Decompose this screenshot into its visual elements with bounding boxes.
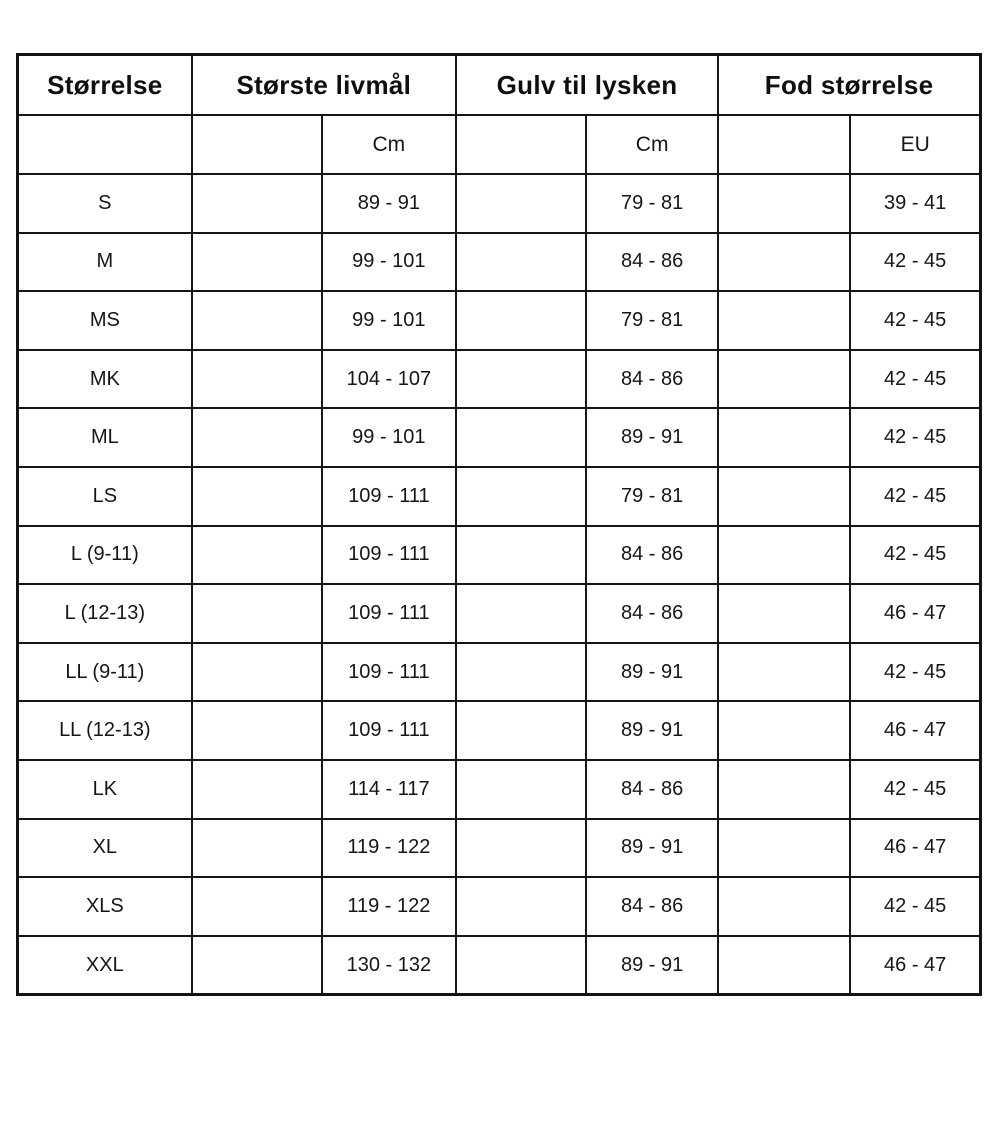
size-chart-table [16,53,982,996]
spacer-cell [718,819,850,878]
spacer-cell [456,291,586,350]
table-row [18,467,981,526]
size-cell: LL (12-13) [18,701,192,760]
spacer-cell [192,643,322,702]
lysken-cell: 84 - 86 [586,584,718,643]
livmaal-cell: 109 - 111 [322,584,456,643]
fod-cell: 42 - 45 [850,291,980,350]
unit-cell-lysken: Cm [586,115,718,174]
spacer-cell [718,350,850,409]
spacer-cell [718,701,850,760]
table-body [18,174,981,995]
lysken-cell: 84 - 86 [586,526,718,585]
spacer-cell [192,701,322,760]
table-row [18,291,981,350]
lysken-cell: 79 - 81 [586,291,718,350]
spacer-cell [192,291,322,350]
spacer-cell [192,819,322,878]
column-header-fod: Fod størrelse [718,55,980,116]
livmaal-cell: 114 - 117 [322,760,456,819]
lysken-cell: 89 - 91 [586,643,718,702]
fod-cell: 42 - 45 [850,526,980,585]
header-row [18,55,981,116]
lysken-cell: 79 - 81 [586,174,718,233]
livmaal-cell: 99 - 101 [322,233,456,292]
lysken-cell: 89 - 91 [586,936,718,995]
table-row [18,760,981,819]
lysken-cell: 84 - 86 [586,877,718,936]
spacer-cell [192,174,322,233]
lysken-cell: 84 - 86 [586,233,718,292]
spacer-cell [192,526,322,585]
spacer-cell [456,115,586,174]
spacer-cell [718,408,850,467]
spacer-cell [718,467,850,526]
table-row [18,936,981,995]
size-cell: S [18,174,192,233]
livmaal-cell: 119 - 122 [322,877,456,936]
livmaal-cell: 109 - 111 [322,467,456,526]
spacer-cell [718,584,850,643]
spacer-cell [456,526,586,585]
spacer-cell [456,350,586,409]
spacer-cell [456,467,586,526]
size-cell: LL (9-11) [18,643,192,702]
livmaal-cell: 109 - 111 [322,526,456,585]
spacer-cell [192,115,322,174]
unit-cell-fod: EU [850,115,980,174]
lysken-cell: 89 - 91 [586,819,718,878]
livmaal-cell: 89 - 91 [322,174,456,233]
size-cell: M [18,233,192,292]
livmaal-cell: 130 - 132 [322,936,456,995]
fod-cell: 42 - 45 [850,408,980,467]
fod-cell: 46 - 47 [850,701,980,760]
spacer-cell [192,467,322,526]
lysken-cell: 84 - 86 [586,760,718,819]
size-cell: XLS [18,877,192,936]
spacer-cell [192,408,322,467]
fod-cell: 42 - 45 [850,350,980,409]
spacer-cell [192,936,322,995]
size-cell: XL [18,819,192,878]
units-row [18,115,981,174]
spacer-cell [456,584,586,643]
spacer-cell [718,174,850,233]
livmaal-cell: 99 - 101 [322,291,456,350]
spacer-cell [456,233,586,292]
lysken-cell: 89 - 91 [586,701,718,760]
spacer-cell [192,233,322,292]
table-row [18,701,981,760]
column-header-livmaal: Største livmål [192,55,456,116]
livmaal-cell: 109 - 111 [322,701,456,760]
size-cell: LK [18,760,192,819]
fod-cell: 42 - 45 [850,233,980,292]
size-cell: L (9-11) [18,526,192,585]
fod-cell: 42 - 45 [850,760,980,819]
size-cell: LS [18,467,192,526]
livmaal-cell: 109 - 111 [322,643,456,702]
livmaal-cell: 99 - 101 [322,408,456,467]
table-row [18,877,981,936]
table-row [18,350,981,409]
spacer-cell [456,408,586,467]
size-chart [16,53,982,996]
lysken-cell: 84 - 86 [586,350,718,409]
fod-cell: 42 - 45 [850,877,980,936]
spacer-cell [718,936,850,995]
spacer-cell [718,233,850,292]
spacer-cell [192,350,322,409]
spacer-cell [718,291,850,350]
table-row [18,174,981,233]
spacer-cell [456,877,586,936]
table-row [18,233,981,292]
spacer-cell [192,760,322,819]
table-row [18,643,981,702]
lysken-cell: 89 - 91 [586,408,718,467]
fod-cell: 46 - 47 [850,936,980,995]
size-cell: MK [18,350,192,409]
fod-cell: 46 - 47 [850,584,980,643]
spacer-cell [456,174,586,233]
livmaal-cell: 104 - 107 [322,350,456,409]
table-row [18,819,981,878]
fod-cell: 42 - 45 [850,467,980,526]
table-row [18,526,981,585]
spacer-cell [718,526,850,585]
spacer-cell [192,877,322,936]
unit-cell-livmaal: Cm [322,115,456,174]
fod-cell: 39 - 41 [850,174,980,233]
livmaal-cell: 119 - 122 [322,819,456,878]
size-cell: MS [18,291,192,350]
table-row [18,584,981,643]
spacer-cell [718,877,850,936]
spacer-cell [456,701,586,760]
column-header-lysken: Gulv til lysken [456,55,718,116]
table-row [18,408,981,467]
unit-cell-empty [18,115,192,174]
fod-cell: 42 - 45 [850,643,980,702]
column-header-storrelse: Størrelse [18,55,192,116]
size-cell: ML [18,408,192,467]
spacer-cell [718,115,850,174]
spacer-cell [718,643,850,702]
spacer-cell [456,819,586,878]
spacer-cell [456,643,586,702]
spacer-cell [456,760,586,819]
fod-cell: 46 - 47 [850,819,980,878]
spacer-cell [456,936,586,995]
spacer-cell [192,584,322,643]
size-cell: L (12-13) [18,584,192,643]
spacer-cell [718,760,850,819]
size-cell: XXL [18,936,192,995]
lysken-cell: 79 - 81 [586,467,718,526]
